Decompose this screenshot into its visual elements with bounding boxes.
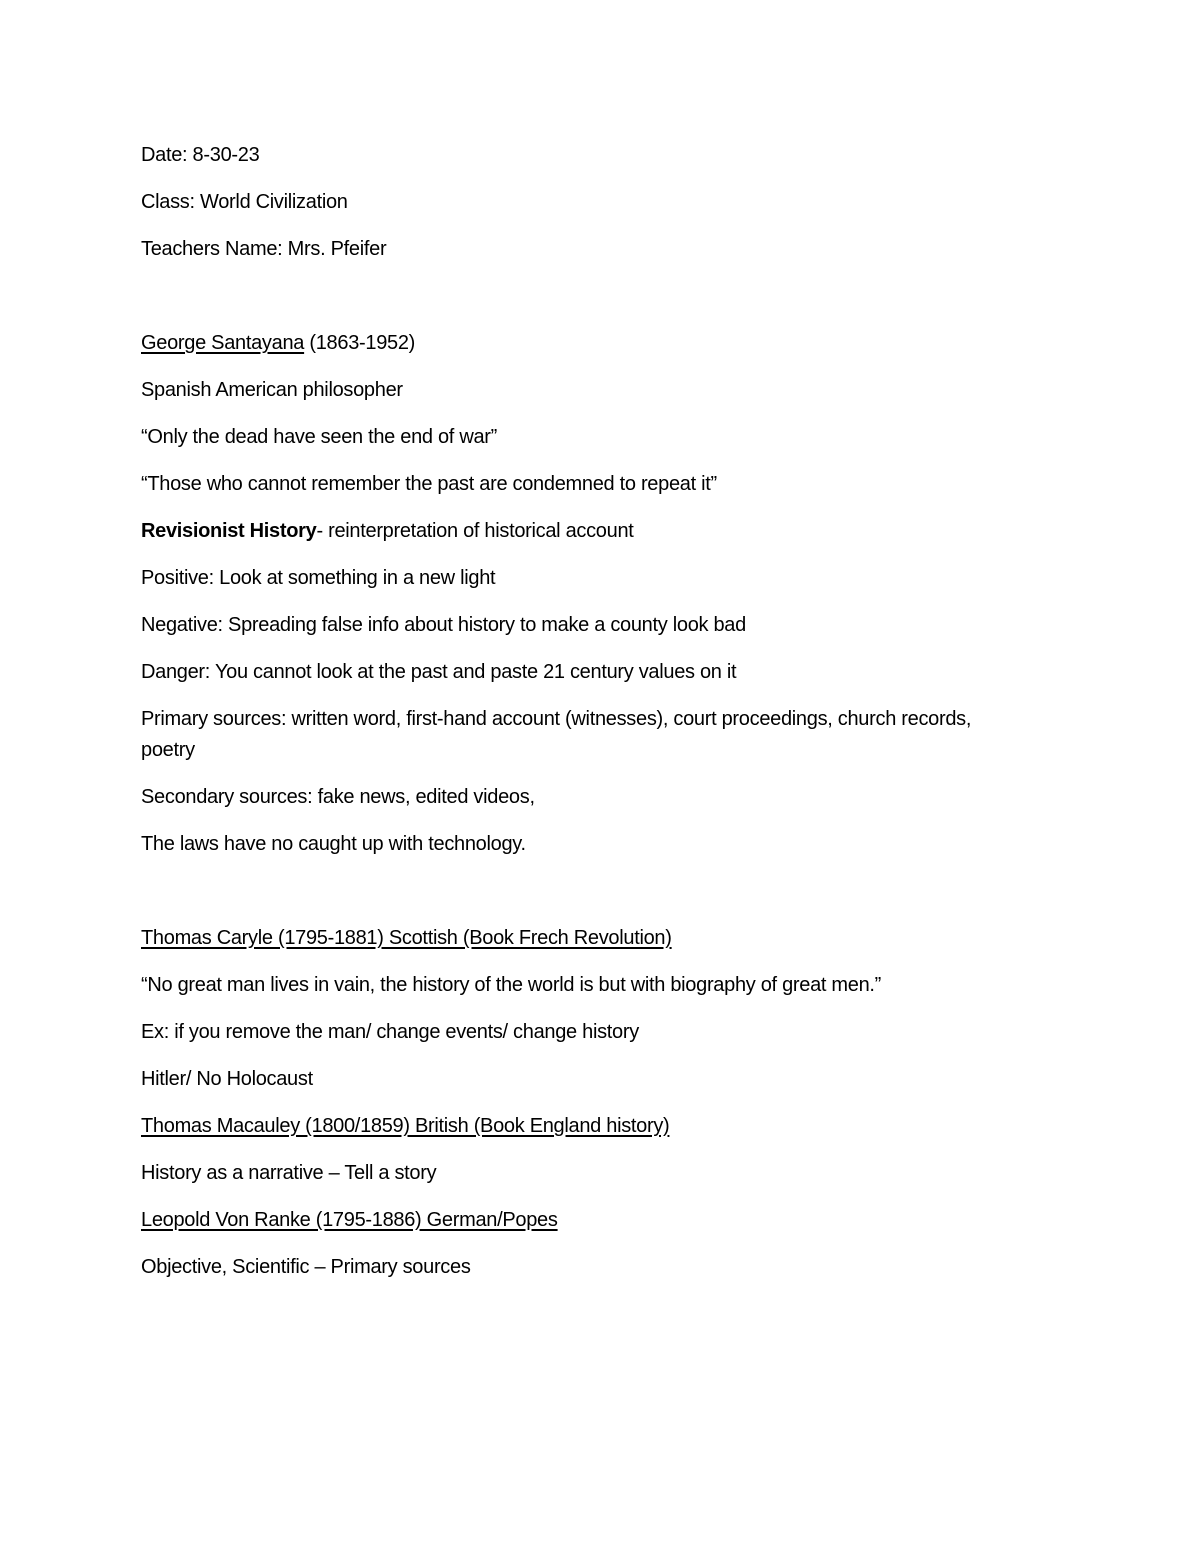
positive-line: Positive: Look at something in a new light: [141, 567, 496, 589]
danger-line: Danger: You cannot look at the past and paste 21 century values on it: [141, 661, 737, 683]
carlyle-example: Ex: if you remove the man/ change events/ change history: [141, 1021, 639, 1043]
carlyle-hitler: Hitler/ No Holocaust: [141, 1068, 313, 1090]
ranke-note: Objective, Scientific – Primary sources: [141, 1256, 471, 1278]
santayana-quote-2: “Those who cannot remember the past are condemned to repeat it”: [141, 473, 717, 495]
negative-line: Negative: Spreading false info about history to make a county look bad: [141, 614, 746, 636]
santayana-quote-1: “Only the dead have seen the end of war”: [141, 426, 498, 448]
primary-sources-line: Primary sources: written word, first-hand account (witnesses), court proceedings, church records, poetry: [141, 708, 972, 761]
macauley-heading: Thomas Macauley (1800/1859) British (Book England history): [141, 1115, 670, 1137]
carlyle-heading: Thomas Caryle (1795-1881) Scottish (Book Frech Revolution): [141, 927, 672, 949]
blank-line: [141, 281, 1021, 328]
santayana-description: Spanish American philosopher: [141, 379, 403, 401]
santayana-name: George Santayana: [141, 332, 305, 354]
santayana-heading: [141, 328, 1021, 375]
blank-line: [141, 876, 1021, 923]
date-line: Date: 8-30-23: [141, 144, 260, 166]
secondary-sources-line: Secondary sources: fake news, edited videos,: [141, 786, 535, 808]
carlyle-quote: “No great man lives in vain, the history of the world is but with biography of great men.”: [141, 974, 882, 996]
teacher-line: Teachers Name: Mrs. Pfeifer: [141, 238, 387, 260]
notes-body: [141, 140, 1021, 1299]
class-line: Class: World Civilization: [141, 191, 348, 213]
revisionist-definition: - reinterpretation of historical account: [316, 520, 634, 542]
santayana-years: (1863-1952): [304, 332, 416, 354]
revisionist-term: Revisionist History: [141, 520, 317, 542]
ranke-heading: Leopold Von Ranke (1795-1886) German/Popes: [141, 1209, 558, 1231]
revisionist-history-line: [141, 516, 1021, 563]
laws-line: The laws have no caught up with technology.: [141, 833, 526, 855]
macauley-note: History as a narrative – Tell a story: [141, 1162, 437, 1184]
